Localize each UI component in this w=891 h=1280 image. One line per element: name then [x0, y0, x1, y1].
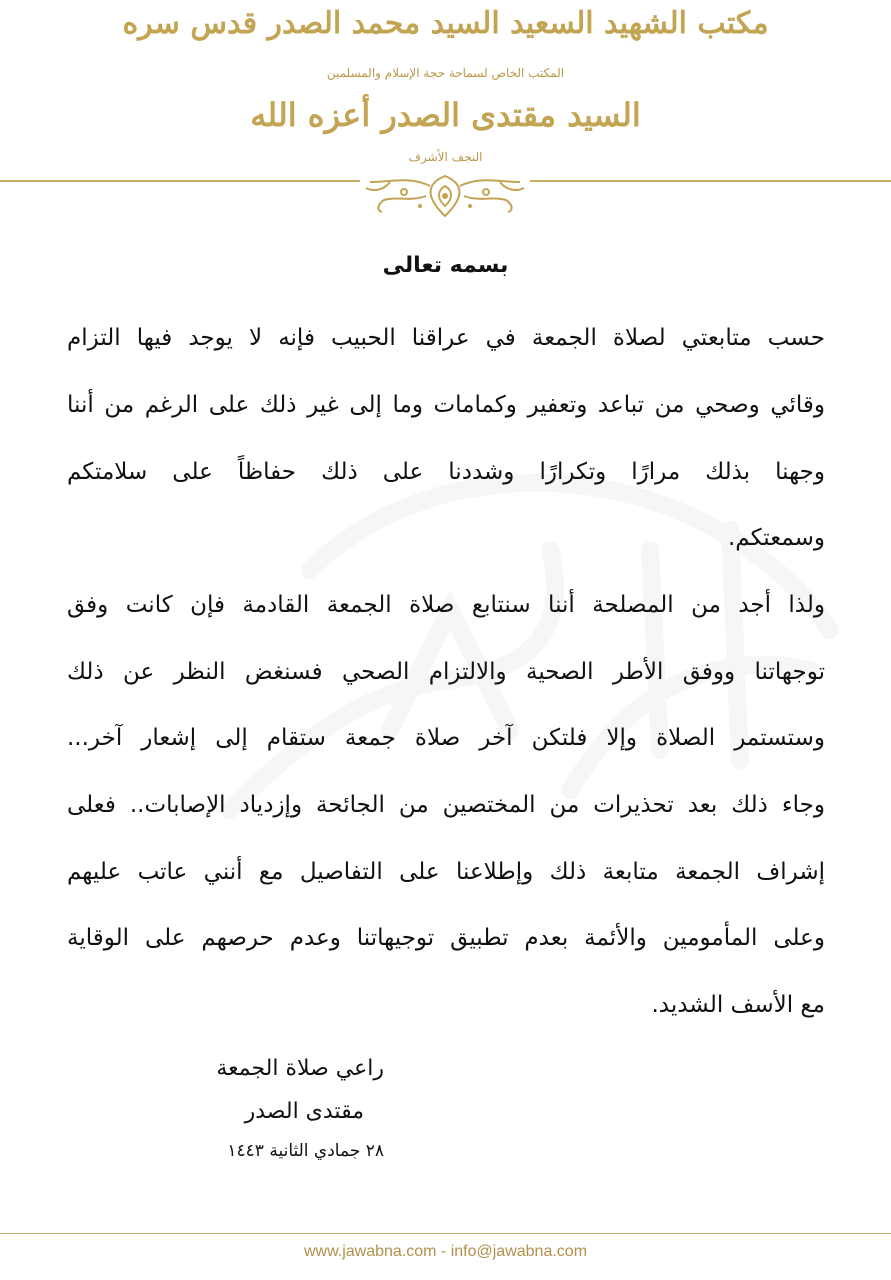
letterhead [0, 0, 891, 230]
body-line-11: مع الأسف الشديد. [651, 992, 825, 1018]
body-line-1: حسب متابعتي لصلاة الجمعة في عراقنا الحبيب فإنه لا يوجد فيها التزام [67, 325, 825, 351]
body-line-10: وعلى المأمومين والأئمة بعدم تطبيق توجيهاتنا وعدم حرصهم على الوقاية [67, 925, 825, 951]
body-line-4: وسمعتكم. [727, 525, 825, 551]
body-line-3: وجهنا بذلك مرارًا وتكرارًا وشددنا على ذلك حفاظاً على سلامتكم [67, 459, 825, 485]
footer-divider [0, 1233, 891, 1234]
footer-contact: www.jawabna.com - info@jawabna.com [303, 1243, 588, 1260]
body-line-8: وجاء ذلك بعد تحذيرات من المختصين من الجائحة وإزدياد الإصابات.. فعلى [67, 792, 825, 818]
signature-date: ٢٨ جمادي الثانية ١٤٤٣ [227, 1141, 384, 1161]
signature-name: مقتدى الصدر [244, 1099, 364, 1124]
body-line-7: وستستمر الصلاة وإلا فلتكن آخر صلاة جمعة ستقام إلى إشعار آخر... [67, 725, 825, 751]
signature-role: راعي صلاة الجمعة [216, 1056, 384, 1081]
ornament-icon [360, 172, 530, 222]
body-line-9: إشراف الجمعة متابعة ذلك وإطلاعنا على التفاصيل مع أنني عاتب عليهم [67, 859, 825, 885]
body-line-2: وقائي وصحي من تباعد وتعفير وكمامات وما إلى غير ذلك على الرغم من أننا [67, 392, 825, 418]
office-name: مكتب الشهيد السعيد السيد محمد الصدر قدس سره [122, 6, 769, 41]
city-name: النجف الأشرف [408, 150, 483, 164]
document-title: بسمه تعالى [382, 253, 509, 278]
office-subtitle: المكتب الخاص لسماحة حجة الإسلام والمسلمين [326, 66, 565, 80]
watermark-seal-icon [190, 430, 890, 850]
body-line-6: توجهاتنا ووفق الأطر الصحية والالتزام الصحي فسنغض النظر عن ذلك [67, 659, 825, 685]
body-line-5: ولذا أجد من المصلحة أننا سنتابع صلاة الجمعة القادمة فإن كانت وفق [67, 592, 825, 618]
sayyid-name: السيد مقتدى الصدر أعزه الله [250, 96, 641, 134]
